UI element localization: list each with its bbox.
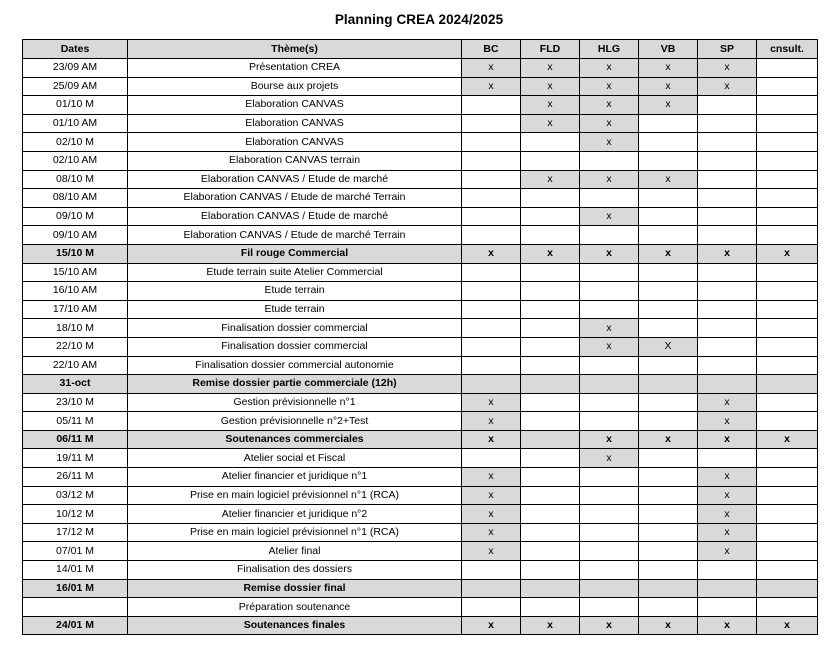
cell-cnsult (757, 319, 818, 338)
cell-hlg (580, 282, 639, 301)
cell-cnsult (757, 114, 818, 133)
table-row (23, 616, 818, 635)
cell-hlg (580, 263, 639, 282)
cell-theme: Gestion prévisionnelle n°2+Test (128, 412, 462, 431)
table-row (23, 263, 818, 282)
cell-bc (462, 170, 521, 189)
cell-sp (698, 561, 757, 580)
cell-vb (639, 300, 698, 319)
cell-cnsult (757, 189, 818, 208)
table-row (23, 114, 818, 133)
cell-sp (698, 319, 757, 338)
cell-theme: Remise dossier partie commerciale (12h) (128, 375, 462, 394)
cell-cnsult (757, 170, 818, 189)
cell-vb (639, 282, 698, 301)
cell-bc: x (462, 430, 521, 449)
cell-theme: Soutenances finales (128, 616, 462, 635)
cell-hlg: x (580, 77, 639, 96)
cell-fld (521, 393, 580, 412)
cell-bc: x (462, 393, 521, 412)
cell-fld: x (521, 114, 580, 133)
cell-hlg (580, 356, 639, 375)
cell-date: 07/01 M (23, 542, 128, 561)
table-row (23, 77, 818, 96)
cell-cnsult: x (757, 616, 818, 635)
cell-date: 15/10 M (23, 244, 128, 263)
cell-bc: x (462, 468, 521, 487)
cell-date: 14/01 M (23, 561, 128, 580)
cell-vb: X (639, 337, 698, 356)
cell-date: 17/10 AM (23, 300, 128, 319)
cell-theme: Remise dossier final (128, 579, 462, 598)
planning-table-container (0, 39, 838, 635)
cell-vb (639, 598, 698, 617)
table-row (23, 300, 818, 319)
cell-bc (462, 337, 521, 356)
cell-cnsult (757, 337, 818, 356)
cell-bc (462, 226, 521, 245)
cell-date: 02/10 M (23, 133, 128, 152)
cell-date: 19/11 M (23, 449, 128, 468)
cell-hlg (580, 468, 639, 487)
cell-cnsult (757, 468, 818, 487)
column-header-vb: VB (639, 40, 698, 59)
cell-vb: x (639, 96, 698, 115)
cell-fld: x (521, 96, 580, 115)
cell-bc: x (462, 505, 521, 524)
cell-hlg (580, 561, 639, 580)
table-row (23, 337, 818, 356)
cell-hlg: x (580, 337, 639, 356)
cell-bc: x (462, 542, 521, 561)
cell-sp (698, 114, 757, 133)
cell-date: 22/10 AM (23, 356, 128, 375)
cell-bc (462, 207, 521, 226)
cell-cnsult (757, 375, 818, 394)
table-header-row (23, 40, 818, 59)
cell-theme: Etude terrain (128, 300, 462, 319)
cell-cnsult (757, 561, 818, 580)
cell-sp (698, 133, 757, 152)
cell-hlg (580, 523, 639, 542)
cell-bc (462, 151, 521, 170)
cell-cnsult (757, 579, 818, 598)
planning-table (22, 39, 818, 635)
cell-vb (639, 505, 698, 524)
cell-date: 17/12 M (23, 523, 128, 542)
cell-hlg: x (580, 170, 639, 189)
cell-theme: Atelier final (128, 542, 462, 561)
cell-vb: x (639, 59, 698, 78)
cell-sp (698, 598, 757, 617)
cell-fld (521, 542, 580, 561)
cell-vb (639, 486, 698, 505)
table-row (23, 412, 818, 431)
cell-date: 16/10 AM (23, 282, 128, 301)
table-header (23, 40, 818, 59)
cell-fld (521, 579, 580, 598)
cell-hlg (580, 189, 639, 208)
cell-fld: x (521, 170, 580, 189)
table-row (23, 282, 818, 301)
cell-cnsult (757, 356, 818, 375)
cell-theme: Préparation soutenance (128, 598, 462, 617)
cell-date: 25/09 AM (23, 77, 128, 96)
cell-hlg (580, 151, 639, 170)
cell-cnsult (757, 300, 818, 319)
table-row (23, 579, 818, 598)
cell-cnsult (757, 505, 818, 524)
cell-hlg (580, 375, 639, 394)
cell-fld (521, 375, 580, 394)
table-row (23, 151, 818, 170)
table-row (23, 96, 818, 115)
cell-bc (462, 598, 521, 617)
cell-theme: Atelier financier et juridique n°1 (128, 468, 462, 487)
cell-date: 09/10 M (23, 207, 128, 226)
cell-theme: Elaboration CANVAS / Etude de marché Terrain (128, 189, 462, 208)
cell-sp: x (698, 430, 757, 449)
cell-cnsult (757, 226, 818, 245)
cell-cnsult (757, 598, 818, 617)
cell-sp (698, 226, 757, 245)
cell-date: 31-oct (23, 375, 128, 394)
cell-vb (639, 542, 698, 561)
cell-fld (521, 263, 580, 282)
table-row (23, 226, 818, 245)
cell-sp (698, 579, 757, 598)
table-row (23, 561, 818, 580)
cell-date: 18/10 M (23, 319, 128, 338)
cell-theme: Prise en main logiciel prévisionnel n°1 (RCA) (128, 486, 462, 505)
cell-fld: x (521, 77, 580, 96)
cell-vb (639, 375, 698, 394)
cell-sp: x (698, 523, 757, 542)
cell-hlg (580, 226, 639, 245)
cell-sp: x (698, 505, 757, 524)
cell-fld (521, 337, 580, 356)
cell-cnsult (757, 96, 818, 115)
table-row (23, 244, 818, 263)
cell-fld (521, 189, 580, 208)
cell-bc (462, 133, 521, 152)
cell-fld (521, 449, 580, 468)
cell-fld (521, 282, 580, 301)
cell-cnsult (757, 133, 818, 152)
cell-theme: Elaboration CANVAS / Etude de marché (128, 207, 462, 226)
cell-bc: x (462, 412, 521, 431)
cell-theme: Finalisation des dossiers (128, 561, 462, 580)
cell-theme: Finalisation dossier commercial autonomie (128, 356, 462, 375)
cell-cnsult (757, 486, 818, 505)
cell-bc (462, 375, 521, 394)
cell-cnsult (757, 59, 818, 78)
cell-date: 10/12 M (23, 505, 128, 524)
cell-vb (639, 393, 698, 412)
cell-cnsult (757, 151, 818, 170)
cell-theme: Elaboration CANVAS (128, 96, 462, 115)
cell-theme: Finalisation dossier commercial (128, 319, 462, 338)
cell-date: 03/12 M (23, 486, 128, 505)
cell-cnsult (757, 77, 818, 96)
cell-theme: Gestion prévisionnelle n°1 (128, 393, 462, 412)
column-header-dates: Dates (23, 40, 128, 59)
cell-sp (698, 337, 757, 356)
cell-hlg (580, 393, 639, 412)
table-row (23, 393, 818, 412)
cell-hlg: x (580, 244, 639, 263)
cell-bc: x (462, 244, 521, 263)
table-row (23, 542, 818, 561)
column-header-bc: BC (462, 40, 521, 59)
table-row (23, 430, 818, 449)
cell-theme: Atelier financier et juridique n°2 (128, 505, 462, 524)
cell-cnsult (757, 263, 818, 282)
cell-sp: x (698, 616, 757, 635)
cell-vb: x (639, 170, 698, 189)
table-row (23, 59, 818, 78)
cell-date: 09/10 AM (23, 226, 128, 245)
table-row (23, 189, 818, 208)
cell-cnsult (757, 207, 818, 226)
cell-bc (462, 263, 521, 282)
cell-fld: x (521, 244, 580, 263)
table-row (23, 375, 818, 394)
cell-fld (521, 505, 580, 524)
cell-cnsult (757, 282, 818, 301)
cell-hlg: x (580, 616, 639, 635)
cell-vb (639, 449, 698, 468)
cell-sp: x (698, 412, 757, 431)
column-header-sp: SP (698, 40, 757, 59)
cell-hlg: x (580, 207, 639, 226)
cell-bc (462, 579, 521, 598)
table-row (23, 505, 818, 524)
cell-hlg: x (580, 96, 639, 115)
table-row (23, 133, 818, 152)
cell-bc (462, 300, 521, 319)
cell-date: 01/10 AM (23, 114, 128, 133)
cell-fld (521, 151, 580, 170)
column-header-fld: FLD (521, 40, 580, 59)
cell-fld (521, 319, 580, 338)
cell-theme: Atelier social et Fiscal (128, 449, 462, 468)
cell-theme: Elaboration CANVAS / Etude de marché Terrain (128, 226, 462, 245)
cell-fld (521, 523, 580, 542)
table-row (23, 449, 818, 468)
cell-vb (639, 207, 698, 226)
table-row (23, 319, 818, 338)
cell-hlg (580, 579, 639, 598)
cell-sp (698, 449, 757, 468)
cell-date: 24/01 M (23, 616, 128, 635)
cell-vb: x (639, 244, 698, 263)
cell-date: 02/10 AM (23, 151, 128, 170)
cell-sp (698, 170, 757, 189)
cell-sp (698, 300, 757, 319)
cell-date: 08/10 AM (23, 189, 128, 208)
cell-date: 23/10 M (23, 393, 128, 412)
cell-date: 22/10 M (23, 337, 128, 356)
cell-bc (462, 561, 521, 580)
table-row (23, 356, 818, 375)
cell-date: 06/11 M (23, 430, 128, 449)
cell-bc (462, 96, 521, 115)
cell-hlg (580, 412, 639, 431)
cell-cnsult: x (757, 430, 818, 449)
cell-sp (698, 263, 757, 282)
cell-date (23, 598, 128, 617)
table-row (23, 598, 818, 617)
cell-fld (521, 561, 580, 580)
cell-hlg: x (580, 430, 639, 449)
cell-fld (521, 598, 580, 617)
cell-vb (639, 151, 698, 170)
column-header-hlg: HLG (580, 40, 639, 59)
cell-vb (639, 189, 698, 208)
table-body (23, 59, 818, 635)
cell-vb (639, 579, 698, 598)
cell-fld (521, 412, 580, 431)
page-title: Planning CREA 2024/2025 (334, 12, 504, 27)
cell-fld: x (521, 616, 580, 635)
cell-cnsult (757, 523, 818, 542)
cell-hlg (580, 505, 639, 524)
cell-theme: Elaboration CANVAS (128, 114, 462, 133)
column-header-theme: Thème(s) (128, 40, 462, 59)
cell-fld (521, 226, 580, 245)
cell-sp (698, 207, 757, 226)
cell-bc (462, 189, 521, 208)
cell-date: 15/10 AM (23, 263, 128, 282)
cell-theme: Présentation CREA (128, 59, 462, 78)
cell-bc (462, 114, 521, 133)
cell-hlg (580, 486, 639, 505)
cell-cnsult (757, 449, 818, 468)
cell-fld (521, 468, 580, 487)
cell-fld (521, 430, 580, 449)
cell-theme: Finalisation dossier commercial (128, 337, 462, 356)
table-row (23, 468, 818, 487)
cell-hlg: x (580, 449, 639, 468)
cell-vb (639, 133, 698, 152)
cell-sp: x (698, 393, 757, 412)
cell-bc (462, 319, 521, 338)
cell-fld (521, 300, 580, 319)
cell-theme: Etude terrain suite Atelier Commercial (128, 263, 462, 282)
cell-date: 08/10 M (23, 170, 128, 189)
cell-bc (462, 356, 521, 375)
cell-date: 26/11 M (23, 468, 128, 487)
cell-date: 01/10 M (23, 96, 128, 115)
cell-vb (639, 412, 698, 431)
cell-cnsult (757, 393, 818, 412)
cell-hlg: x (580, 319, 639, 338)
cell-vb: x (639, 616, 698, 635)
cell-sp: x (698, 59, 757, 78)
cell-theme: Prise en main logiciel prévisionnel n°1 (RCA) (128, 523, 462, 542)
cell-bc (462, 282, 521, 301)
cell-cnsult (757, 412, 818, 431)
cell-theme: Fil rouge Commercial (128, 244, 462, 263)
cell-vb (639, 468, 698, 487)
cell-bc: x (462, 77, 521, 96)
cell-theme: Soutenances commerciales (128, 430, 462, 449)
cell-theme: Elaboration CANVAS / Etude de marché (128, 170, 462, 189)
cell-vb: x (639, 430, 698, 449)
cell-bc (462, 449, 521, 468)
cell-vb: x (639, 77, 698, 96)
cell-hlg (580, 598, 639, 617)
cell-fld (521, 207, 580, 226)
cell-fld (521, 486, 580, 505)
cell-sp (698, 356, 757, 375)
cell-vb (639, 319, 698, 338)
cell-vb (639, 523, 698, 542)
cell-sp (698, 282, 757, 301)
cell-theme: Etude terrain (128, 282, 462, 301)
cell-theme: Elaboration CANVAS terrain (128, 151, 462, 170)
cell-sp: x (698, 244, 757, 263)
cell-sp (698, 96, 757, 115)
cell-date: 23/09 AM (23, 59, 128, 78)
cell-hlg (580, 300, 639, 319)
cell-cnsult: x (757, 244, 818, 263)
cell-vb (639, 226, 698, 245)
cell-vb (639, 356, 698, 375)
cell-sp: x (698, 486, 757, 505)
cell-theme: Elaboration CANVAS (128, 133, 462, 152)
cell-vb (639, 263, 698, 282)
cell-vb (639, 114, 698, 133)
cell-hlg: x (580, 114, 639, 133)
cell-bc: x (462, 59, 521, 78)
table-row (23, 170, 818, 189)
cell-sp: x (698, 542, 757, 561)
cell-sp: x (698, 77, 757, 96)
cell-bc: x (462, 616, 521, 635)
cell-hlg: x (580, 133, 639, 152)
cell-hlg: x (580, 59, 639, 78)
table-row (23, 523, 818, 542)
cell-fld (521, 133, 580, 152)
cell-sp (698, 151, 757, 170)
cell-sp (698, 375, 757, 394)
cell-bc: x (462, 523, 521, 542)
cell-hlg (580, 542, 639, 561)
cell-fld: x (521, 59, 580, 78)
column-header-cnsult: cnsult. (757, 40, 818, 59)
cell-fld (521, 356, 580, 375)
cell-vb (639, 561, 698, 580)
cell-date: 16/01 M (23, 579, 128, 598)
cell-cnsult (757, 542, 818, 561)
table-row (23, 486, 818, 505)
table-row (23, 207, 818, 226)
cell-sp: x (698, 468, 757, 487)
cell-theme: Bourse aux projets (128, 77, 462, 96)
cell-sp (698, 189, 757, 208)
cell-bc: x (462, 486, 521, 505)
cell-date: 05/11 M (23, 412, 128, 431)
